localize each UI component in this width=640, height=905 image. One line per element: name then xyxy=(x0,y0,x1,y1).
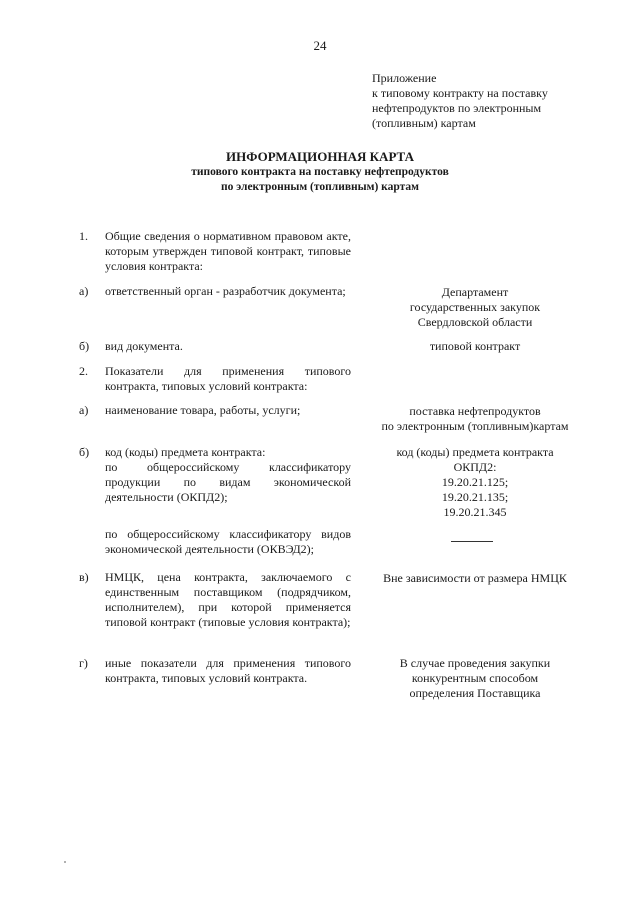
document-subtitle: по электронным (топливным) картам xyxy=(220,181,420,193)
appendix-line: (топливным) картам xyxy=(372,116,476,130)
item-value xyxy=(362,656,588,701)
item-text: по общероссийскому классификатору видов экономической деятельности (ОКВЭД2); xyxy=(105,527,351,556)
appendix-line: к типовому контракту на поставку xyxy=(372,86,548,100)
item-value-line: государственных закупок xyxy=(409,300,541,314)
item-text: по общероссийскому классификатору продукции по видам экономической деятельности (ОКПД2); xyxy=(105,460,351,504)
item-text: иные показатели для применения типового контракта, типовых условий контракта. xyxy=(105,656,351,685)
appendix-note xyxy=(372,71,548,131)
item-value xyxy=(362,571,588,586)
item-number: а) xyxy=(79,403,89,417)
item-value-line: 19.20.21.125; xyxy=(441,475,509,489)
item-number: в) xyxy=(79,570,89,584)
item-value-line: по электронным (топливным)картам xyxy=(381,419,569,433)
item-text: код (коды) предмета контракта: xyxy=(105,445,266,459)
item-value-line: Свердловской области xyxy=(417,315,533,329)
item-value-line: 19.20.21.345 xyxy=(443,505,507,519)
item-value-line: Департамент xyxy=(441,285,509,299)
item-value-line: поставка нефтепродуктов xyxy=(409,404,541,418)
item-number: г) xyxy=(79,656,88,670)
document-title: ИНФОРМАЦИОННАЯ КАРТА xyxy=(226,149,414,164)
document-subtitle: типового контракта на поставку нефтепродуктов xyxy=(191,166,449,178)
item-text: наименование товара, работы, услуги; xyxy=(105,403,301,417)
empty-value-dash xyxy=(451,541,493,542)
item-value-line: 19.20.21.135; xyxy=(441,490,509,504)
item-text: ответственный орган - разработчик документа; xyxy=(105,284,346,298)
item-text: Показатели для применения типового контракта, типовых условий контракта: xyxy=(105,364,351,393)
item-number: а) xyxy=(79,284,89,298)
appendix-line: нефтепродуктов по электронным xyxy=(372,101,542,115)
item-value-line: определения Поставщика xyxy=(409,686,541,700)
item-number: б) xyxy=(79,339,90,353)
item-value xyxy=(362,404,588,434)
item-value-line: ОКПД2: xyxy=(453,460,497,474)
item-number: б) xyxy=(79,445,90,459)
item-value-line: В случае проведения закупки xyxy=(399,656,551,670)
item-value-line: конкурентным способом xyxy=(411,671,539,685)
item-value xyxy=(362,339,588,354)
page-number: 24 xyxy=(313,38,327,53)
item-value-line: типовой контракт xyxy=(429,339,521,353)
item-number: 1. xyxy=(79,229,88,243)
item-value-line: код (коды) предмета контракта xyxy=(396,445,554,459)
item-text: Общие сведения о нормативном правовом акте, которым утвержден типовой контракт, типовые условия контракта: xyxy=(105,229,351,273)
item-value xyxy=(362,445,588,520)
item-text: вид документа. xyxy=(105,339,183,353)
item-value xyxy=(362,285,588,330)
scan-speck xyxy=(64,861,66,863)
item-number: 2. xyxy=(79,364,88,378)
appendix-line: Приложение xyxy=(372,71,437,85)
item-text: НМЦК, цена контракта, заключаемого с единственным поставщиком (подрядчиком, исполнителем), при которой применяется типовой контракт (типовые условия контракта); xyxy=(105,570,351,629)
item-value-line: Вне зависимости от размера НМЦК xyxy=(383,571,567,585)
